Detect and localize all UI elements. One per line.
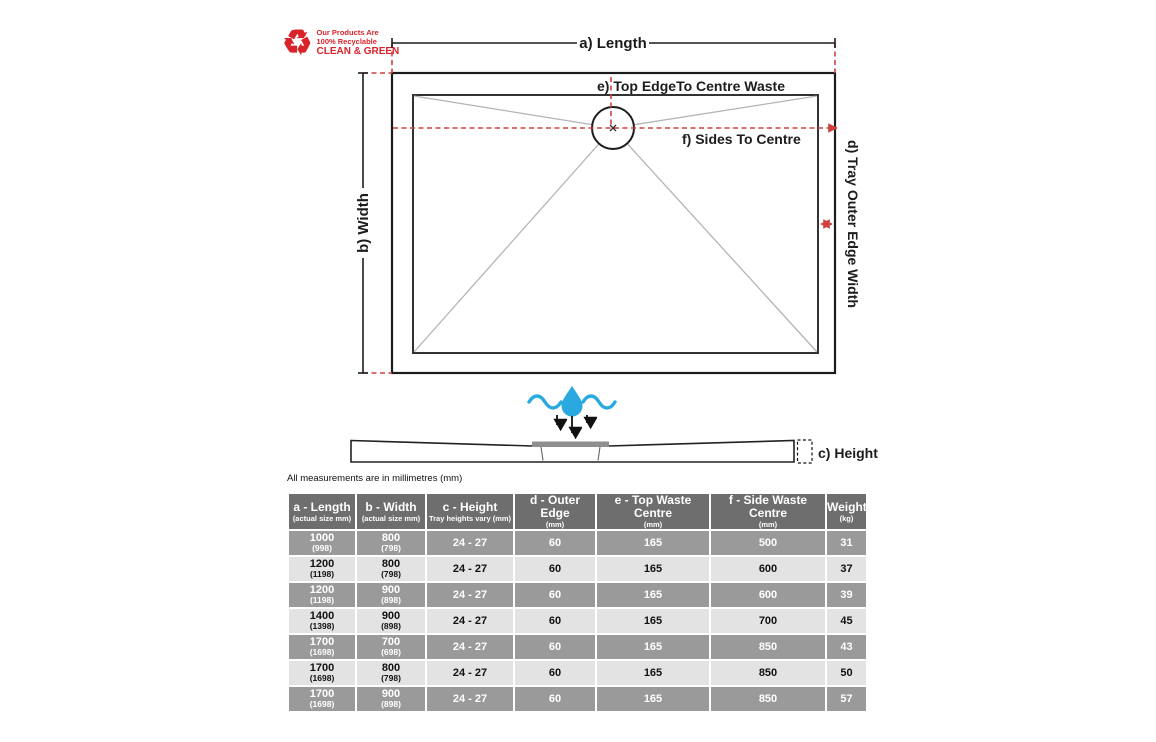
cell-top-waste-centre: 165 <box>596 660 710 686</box>
cell-width: 800 (798) <box>356 660 426 686</box>
cell-top-waste-centre: 165 <box>596 634 710 660</box>
side-view-diagram <box>330 382 880 472</box>
cell-weight: 31 <box>826 530 867 556</box>
cell-height: 24 - 27 <box>426 608 514 634</box>
table-row <box>288 582 867 608</box>
col-header-side-waste-centre: f - Side Waste Centre (mm) <box>710 493 826 530</box>
cell-width: 900 (898) <box>356 608 426 634</box>
cell-side-waste-centre: 600 <box>710 582 826 608</box>
cell-outer-edge: 60 <box>514 556 596 582</box>
cell-weight: 37 <box>826 556 867 582</box>
spec-table-header-row <box>288 493 867 530</box>
cell-height: 24 - 27 <box>426 556 514 582</box>
waste-cover <box>532 442 609 448</box>
col-header-length: a - Length (actual size mm) <box>288 493 356 530</box>
cell-outer-edge: 60 <box>514 582 596 608</box>
wave-left-icon <box>529 396 561 408</box>
outer-edge-width-label: d) Tray Outer Edge Width <box>845 140 861 308</box>
cell-top-waste-centre: 165 <box>596 530 710 556</box>
cell-outer-edge: 60 <box>514 530 596 556</box>
cell-top-waste-centre: 165 <box>596 582 710 608</box>
wave-right-icon <box>583 396 615 408</box>
cell-side-waste-centre: 850 <box>710 660 826 686</box>
cell-side-waste-centre: 850 <box>710 686 826 712</box>
cell-height: 24 - 27 <box>426 582 514 608</box>
cell-weight: 45 <box>826 608 867 634</box>
spec-table <box>287 492 868 713</box>
cell-outer-edge: 60 <box>514 660 596 686</box>
cell-length: 1700 (1698) <box>288 660 356 686</box>
logo-text-line2: 100% Recyclable <box>316 37 377 46</box>
cell-height: 24 - 27 <box>426 686 514 712</box>
cell-top-waste-centre: 165 <box>596 686 710 712</box>
cell-height: 24 - 27 <box>426 530 514 556</box>
recycle-icon: ♻ <box>282 24 313 62</box>
cell-length: 1400 (1398) <box>288 608 356 634</box>
col-header-weight: Weight (kg) <box>826 493 867 530</box>
width-label: b) Width <box>355 193 372 253</box>
cell-width: 900 (898) <box>356 582 426 608</box>
cell-side-waste-centre: 850 <box>710 634 826 660</box>
cell-weight: 57 <box>826 686 867 712</box>
length-label: a) Length <box>579 35 647 52</box>
height-label: c) Height <box>818 445 878 461</box>
cell-side-waste-centre: 500 <box>710 530 826 556</box>
cell-width: 800 (798) <box>356 556 426 582</box>
table-row <box>288 634 867 660</box>
cell-length: 1700 (1698) <box>288 634 356 660</box>
spec-table-body <box>288 530 867 712</box>
top-view-diagram <box>330 20 880 385</box>
measurements-note: All measurements are in millimetres (mm) <box>287 473 463 484</box>
table-row <box>288 660 867 686</box>
water-drop-icon <box>562 386 583 417</box>
col-header-top-waste-centre: e - Top Waste Centre (mm) <box>596 493 710 530</box>
cell-weight: 39 <box>826 582 867 608</box>
cell-weight: 43 <box>826 634 867 660</box>
table-row <box>288 608 867 634</box>
cell-length: 1000 (998) <box>288 530 356 556</box>
cell-length: 1200 (1198) <box>288 582 356 608</box>
cell-width: 800 (798) <box>356 530 426 556</box>
cell-height: 24 - 27 <box>426 660 514 686</box>
cell-outer-edge: 60 <box>514 608 596 634</box>
cell-side-waste-centre: 600 <box>710 556 826 582</box>
table-row <box>288 530 867 556</box>
cell-outer-edge: 60 <box>514 686 596 712</box>
logo-text-line3: CLEAN & GREEN <box>316 46 400 57</box>
cell-width: 700 (698) <box>356 634 426 660</box>
cell-width: 900 (898) <box>356 686 426 712</box>
cell-outer-edge: 60 <box>514 634 596 660</box>
cell-side-waste-centre: 700 <box>710 608 826 634</box>
flow-arrow-icons <box>557 415 587 433</box>
logo-text-line1: Our Products Are <box>316 28 379 37</box>
table-row <box>288 556 867 582</box>
cell-length: 1200 (1198) <box>288 556 356 582</box>
cell-height: 24 - 27 <box>426 634 514 660</box>
cell-length: 1700 (1698) <box>288 686 356 712</box>
cell-top-waste-centre: 165 <box>596 556 710 582</box>
col-header-outer-edge: d - Outer Edge (mm) <box>514 493 596 530</box>
col-header-height: c - Height Tray heights vary (mm) <box>426 493 514 530</box>
sides-to-centre-label: f) Sides To Centre <box>682 131 801 147</box>
top-waste-label: e) Top EdgeTo Centre Waste <box>597 78 785 94</box>
col-header-width: b - Width (actual size mm) <box>356 493 426 530</box>
cell-top-waste-centre: 165 <box>596 608 710 634</box>
cell-weight: 50 <box>826 660 867 686</box>
table-row <box>288 686 867 712</box>
height-bracket <box>798 440 813 463</box>
